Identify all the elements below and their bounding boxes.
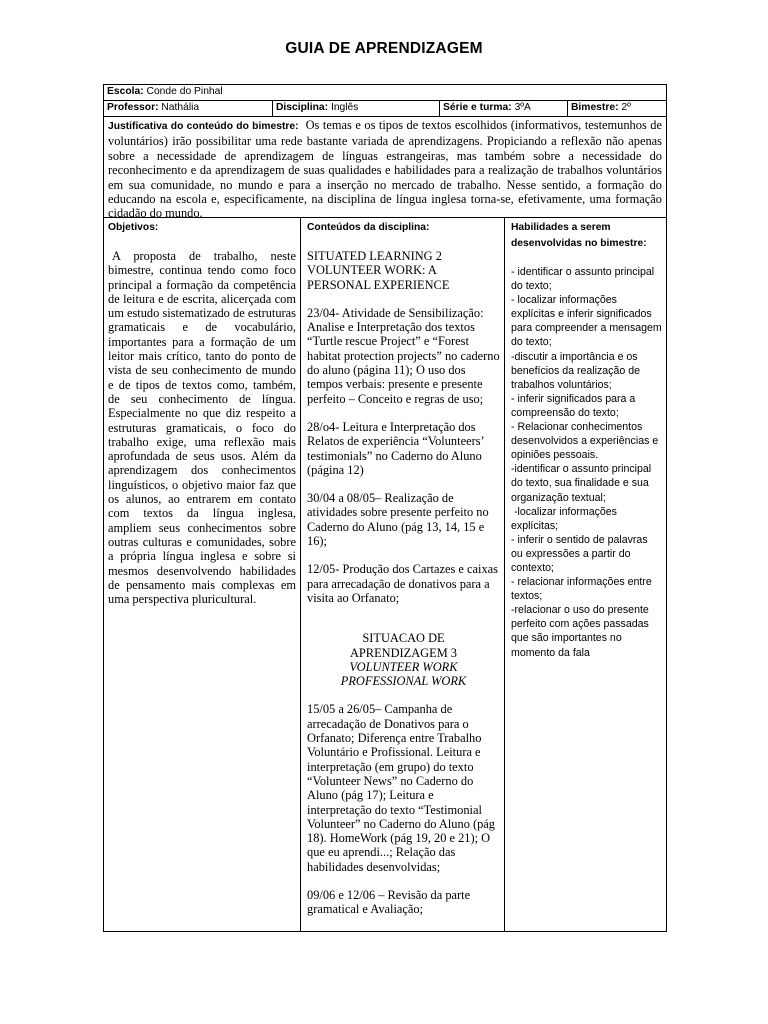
justification-paragraph	[108, 118, 662, 221]
term-label: Bimestre:	[571, 102, 619, 113]
content-item-3: 30/04 a 08/05– Realização de atividades sobre presente perfeito no Caderno do Aluno (pág 13, 14, 15 e 16);	[307, 491, 489, 549]
skill-item: -relacionar o uso do presente perfeito com ações passadas que são importantes no momento da fala	[511, 604, 649, 659]
content-item-5: 15/05 a 26/05– Campanha de arrecadação de Donativos para o Orfanato; Diferença entre Trabalho Voluntário e Profissional. Leitura e interpretação (em grupo) do texto “Volunteer News” no Caderno do Aluno (pág 17); Leitura e interpretação do texto “Testimonial Volunteer” no Caderno do Aluno (pág 18). HomeWork (pág 19, 20 e 21); O que eu aprendi...; Relação das habilidades desenvolvidas;	[307, 702, 495, 874]
info-row	[104, 101, 666, 117]
situation-2-line-3: PERSONAL EXPERIENCE	[307, 277, 450, 292]
subject-cell	[273, 101, 440, 116]
situation-2-line-1: SITUATED LEARNING 2	[307, 249, 442, 263]
skill-item: -discutir a importância e os benefícios da realização de trabalhos voluntários;	[511, 350, 640, 391]
objectives-column	[104, 218, 301, 931]
skill-item: -localizar informações explícitas;	[511, 505, 620, 532]
skill-item: - identificar o assunto principal do texto;	[511, 266, 655, 293]
skill-item: -identificar o assunto principal do texto, sua finalidade e sua organização textual;	[511, 463, 652, 504]
school-value: Conde do Pinhal	[146, 86, 223, 97]
skill-item: - inferir significados para a compreensão do texto;	[511, 392, 636, 419]
situation-3-title	[307, 631, 500, 688]
class-cell	[440, 101, 568, 116]
contents-column	[301, 218, 505, 931]
contents-heading: Conteúdos da disciplina:	[307, 222, 430, 233]
term-cell	[568, 101, 666, 116]
teacher-value: Nathália	[161, 102, 200, 113]
term-value: 2º	[621, 102, 631, 113]
situation-3-line-2: APRENDIZAGEM 3	[349, 645, 458, 660]
content-item-4: 12/05- Produção dos Cartazes e caixas para arrecadação de donativos para a visita ao Orfanato;	[307, 562, 498, 605]
situation-2-title	[307, 249, 500, 292]
subject-label: Disciplina:	[276, 102, 329, 113]
objectives-heading: Objetivos:	[108, 222, 159, 233]
justification-section	[104, 117, 666, 221]
skill-item: - inferir o sentido de palavras ou expressões a partir do contexto;	[511, 533, 648, 574]
situation-3-line-4: PROFESSIONAL WORK	[340, 674, 467, 689]
skill-item: - relacionar informações entre textos;	[511, 576, 652, 603]
skills-column	[505, 218, 666, 931]
learning-guide-table	[103, 84, 667, 932]
school-label: Escola:	[107, 86, 144, 97]
situation-3-line-3: VOLUNTEER WORK	[349, 659, 458, 674]
school-row	[104, 85, 666, 101]
skill-item: - localizar informações explícitas e inferir significados para compreender a mensagem do texto;	[511, 294, 662, 349]
teacher-cell	[104, 101, 273, 116]
content-item-6: 09/06 e 12/06 – Revisão da parte gramatical e Avaliação;	[307, 887, 471, 917]
teacher-label: Professor:	[107, 102, 159, 113]
page-title: GUIA DE APRENDIZAGEM	[285, 40, 483, 57]
justification-label: Justificativa do conteúdo do bimestre:	[108, 121, 299, 132]
situation-3-line-1: SITUACAO DE	[362, 631, 445, 646]
class-label: Série e turma:	[443, 102, 512, 113]
skills-heading: Habilidades a serem desenvolvidas no bimestre:	[511, 222, 647, 249]
justification-text: Os temas e os tipos de textos escolhidos (informativos, testemunhos de voluntários) irão possibilitar uma rede bastante variada de aprendizagens. Propiciando a reflexão não apenas sobre a necessidade de aprendizagem de línguas estrangeiras, mas também sobre a necessidade do reconhecimento e da aprendizagem de suas qualidades e habilidades para a realização de trabalhos voluntários em sua comunidade, no mundo e para a inserção no mercado de trabalho. Nesse sentido, a formação do educando na escola e, especificamente, na disciplina de língua inglesa torna-se, efetivamente, uma formação cidadão do mundo.	[108, 118, 662, 221]
skill-item: - Relacionar conhecimentos desenvolvidos a experiências e opiniões pessoais.	[511, 421, 659, 462]
situation-2-line-2: VOLUNTEER WORK: A	[307, 263, 437, 278]
content-columns	[104, 217, 666, 931]
subject-value: Inglês	[330, 102, 359, 113]
skills-list	[511, 265, 662, 660]
content-item-1: 23/04- Atividade de Sensibilização: Analise e Interpretação dos textos “Turtle rescue Project” e “Forest habitat protection projects” no caderno do aluno (página 11); O uso dos tempos verbais: presente e presente perfeito – Conceito e regras de uso;	[307, 305, 500, 406]
content-item-2: 28/o4- Leitura e Interpretação dos Relatos de experiência “Volunteers’ testimonials” no Caderno do Aluno (página 12)	[307, 419, 484, 477]
class-value: 3ºA	[514, 102, 531, 113]
objectives-text: A proposta de trabalho, neste bimestre, continua tendo como foco principal a formação da competência de leitura e de escrita, alicerçada com um estudo sistematizado de estruturas gramaticais e de vocabulário, importantes para a formação de um leitor mais crítico, tanto do ponto de vista de seu conhecimento de mundo e de tipos de textos como, também, de seu conhecimento de língua. Especialmente no que diz respeito a estruturas gramaticais, o foco do trabalho exige, uma reflexão mais aprofundada de seus usos. Além da aprendizagem dos conhecimentos linguísticos, o objetivo maior faz que os alunos, ao entrarem em contato com textos da língua inglesa, ampliem seus conhecimentos sobre outras culturas e comunidades, sobre a própria língua inglesa e sobre si mesmos desenvolvendo habilidades de pensamento mais complexas em uma perspectiva pluricultural.	[108, 249, 296, 607]
